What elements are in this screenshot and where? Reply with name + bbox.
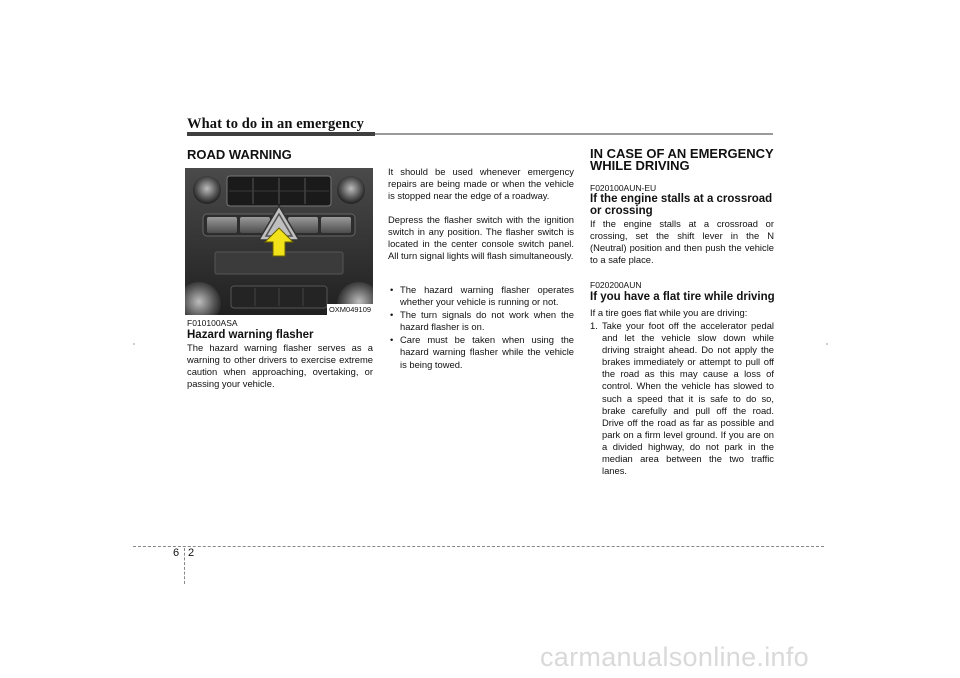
console-illustration [185,168,373,315]
subhead-flat-tire: If you have a flat tire while driving [590,291,775,303]
hazard-switch-photo [185,168,373,315]
flat-tire-intro: If a tire goes flat while you are driving: [590,307,748,318]
section-code: F010100ASA [187,318,238,328]
section-code: F020200AUN [590,280,642,290]
subhead-line: If the engine stalls at a crossroad [590,193,773,205]
page-number: 2 [188,547,195,559]
list-item: • The turn signals do not work when the hazard flasher is on. [388,309,574,333]
header-rule-dark [187,132,375,136]
flat-tire-steps [590,320,774,477]
section-code: F020100AUN-EU [590,183,657,193]
header-rule-light [375,133,773,135]
list-item: 1. Take your foot off the accelerator pedal and let the vehicle slow down while driving straight ahead. Do not apply the brakes immediately or attempt to pull off the road as this may cause a loss of control. When the vehicle has slowed to such a speed that it is safe to do so, brake carefully and pull off the road. Drive off the road as far as possible and park on a firm level ground. If you are on a divided highway, do not park in the median area between the two traffic lanes. [590,320,774,477]
heading-line: WHILE DRIVING [590,158,690,173]
usage-paragraph: It should be used whenever emergency repairs are being made or when the vehicle is stopped near the edge of a roadway. [388,166,574,202]
crop-mark [826,343,828,345]
heading-line: IN CASE OF AN EMERGENCY [590,146,774,161]
list-item: • The hazard warning flasher operates whether your vehicle is running or not. [388,284,574,308]
subhead-line: or crossing [590,205,653,217]
crop-mark [133,343,135,345]
subhead-engine-stalls [590,193,772,217]
chapter-number: 6 [173,547,180,559]
list-item: • Care must be taken when using the hazard warning flasher while the vehicle is being towed. [388,334,574,370]
section-heading-road-warning: ROAD WARNING [187,147,292,162]
flasher-notes-list [388,284,574,372]
footer-divider [184,548,185,584]
image-code: OXM049109 [328,305,372,314]
operation-paragraph: Depress the flasher switch with the ignition switch in any position. The flasher switch is located in the center console switch panel. All turn signal lights will flash simultaneously. [388,214,574,262]
engine-stall-paragraph: If the engine stalls at a crossroad or crossing, set the shift lever in the N (Neutral) position and then push the vehicle to a safe place. [590,218,774,266]
subhead-hazard-flasher: Hazard warning flasher [187,329,314,341]
watermark-text: carmanualsonline.info [540,642,809,672]
footer-rule [133,546,824,547]
hazard-description: The hazard warning flasher serves as a warning to other drivers to exercise extreme caution when approaching, overtaking, or passing your vehicle. [187,342,373,390]
section-heading-emergency [590,148,774,172]
chapter-title: What to do in an emergency [187,116,364,132]
